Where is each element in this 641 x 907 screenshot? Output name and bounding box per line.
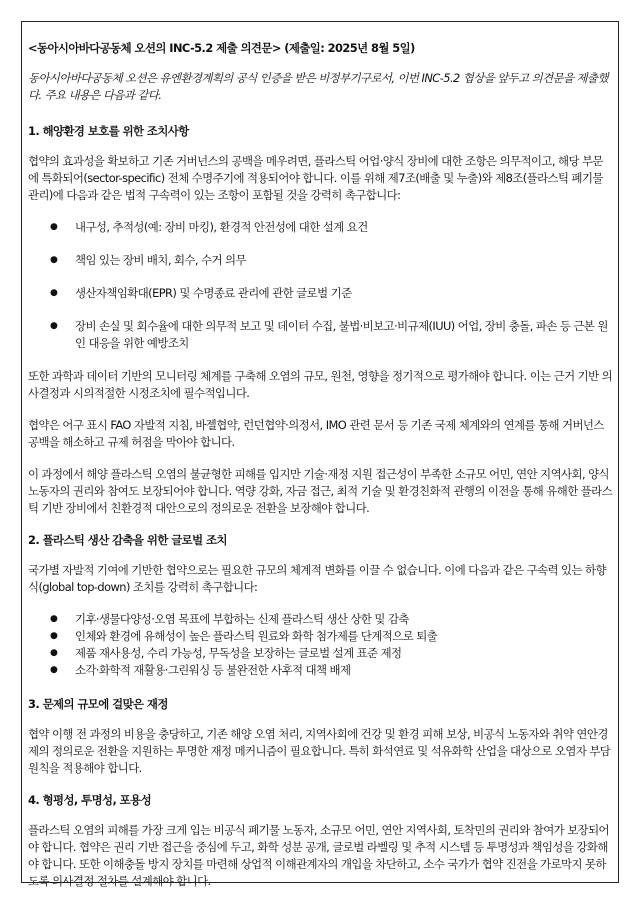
list-item: ● 책임 있는 장비 배치, 회수, 수거 의무 [28, 252, 613, 269]
section-4-body: 플라스틱 오염의 피해를 가장 크게 입는 비공식 폐기물 노동자, 소규모 어민, 연안 지역사회, 토착민의 권리와 참여가 보장되어야 합니다. 협약은 권리 기반 접근을 중심에 두고, 화학 성분 공개, 글로벌 라벨링 및 추적 시스템 등 투명성과 책임성을 강화해야 합니다. 또한 이해충돌 방지 장치를 마련해 상업적 이해관계자의 개입을 차단하고, 소수 국가가 협약 진전을 가로막지 못하도록 의사결정 절차를 설계해야 합니다. [28, 823, 610, 888]
list-item: ● 소각·화학적 재활용·그린워싱 등 불완전한 사후적 대책 배제 [28, 662, 613, 679]
section-4-heading: 4. 형평성, 투명성, 포용성 [28, 793, 152, 807]
list-item: ● 장비 손실 및 회수율에 대한 의무적 보고 및 데이터 수집, 불법·비보고·비규제(IUU) 어업, 장비 충돌, 파손 등 근본 원인 대응을 위한 예방조치 [28, 318, 613, 352]
section-2-heading: 2. 플라스틱 생산 감축을 위한 글로벌 조치 [28, 533, 227, 547]
section-3-heading: 3. 문제의 규모에 걸맞은 재정 [28, 697, 168, 711]
list-item: ● 내구성, 추적성(예: 장비 마킹), 환경적 안전성에 대한 설계 요건 [28, 219, 613, 236]
list-item: ● 생산자책임확대(EPR) 및 수명종료 관리에 관한 글로벌 기준 [28, 285, 613, 302]
section-2-lead: 국가별 자발적 기여에 기반한 협약으로는 필요한 규모의 체계적 변화를 이끌 수 없습니다. 이에 다음과 같은 구속력 있는 하향식(global top-down) 조치를 강력히 촉구합니다: [28, 563, 606, 594]
list-item: ● 기후·생물다양성·오염 목표에 부합하는 신제 플라스틱 생산 상한 및 감축 [28, 611, 613, 628]
document-intro: 동아시아바다공동체 오션은 유엔환경계획의 공식 인증을 받은 비정부기구로서, 이번 INC-5.2 협상을 앞두고 의견문을 제출했다. 주요 내용은 다음과 같다. [28, 71, 608, 102]
document-title: <동아시아바다공동체 오션의 INC-5.2 제출 의견문> (제출일: 2025년 8월 5일) [28, 41, 415, 55]
list-item: ● 인체와 환경에 유해성이 높은 플라스틱 원료와 화학 첨가제를 단계적으로 퇴출 [28, 628, 613, 645]
section-1-heading: 1. 해양환경 보호를 위한 조치사항 [28, 124, 189, 138]
section-1-lead: 협약의 효과성을 확보하고 기존 거버넌스의 공백을 메우려면, 플라스틱 어업·양식 장비에 대한 조항은 의무적이고, 해당 부문에 특화되어(sector-specific) 전체 수명주기에 적용되어야 합니다. 이를 위해 제7조(배출 및 누출)와 제8조(플라스틱 폐기물 관리)에 다음과 같은 법적 구속력이 있는 조항이 포함될 것을 강력히 촉구합니다: [28, 154, 603, 202]
list-item: ● 제품 재사용성, 수리 가능성, 무독성을 보장하는 글로벌 설계 표준 제정 [28, 645, 613, 662]
section-1-paragraph: 또한 과학과 데이터 기반의 모니터링 체계를 구축해 오염의 규모, 원천, 영향을 정기적으로 평가해야 합니다. 이는 근거 기반 의사결정과 시의적절한 시정조치에 필수적입니다. [28, 369, 613, 400]
section-3-body: 협약 이행 전 과정의 비용을 충당하고, 기존 해양 오염 처리, 지역사회에 건강 및 환경 피해 보상, 비공식 노동자와 취약 연안경제의 정의로운 전환을 지원하는 투명한 재정 메커니즘이 필요합니다. 특히 화석연료 및 석유화학 산업을 대상으로 오염자 부담 원칙을 적용해야 합니다. [28, 727, 611, 775]
section-1-list [28, 219, 613, 352]
document-body [28, 40, 613, 905]
section-1-paragraph: 협약은 어구 표시 FAO 자발적 지침, 바젤협약, 런던협약·의정서, IMO 관련 문서 등 기존 국제 체계와의 연계를 통해 거버넌스 공백을 해소하고 규제 허점을 막아야 합니다. [28, 418, 604, 449]
section-2-list [28, 611, 613, 679]
section-1-paragraph: 이 과정에서 해양 플라스틱 오염의 불균형한 피해를 입지만 기술·재정 지원 접근성이 부족한 소규모 어민, 연안 지역사회, 양식 노동자의 권리와 참여도 보장되어야 합니다. 역량 강화, 자금 접근, 최적 기술 및 환경친화적 관행의 이전을 통해 유해한 플라스틱 기반 장비에서 친환경적 대안으로의 정의로운 전환을 보장해야 합니다. [28, 467, 613, 515]
